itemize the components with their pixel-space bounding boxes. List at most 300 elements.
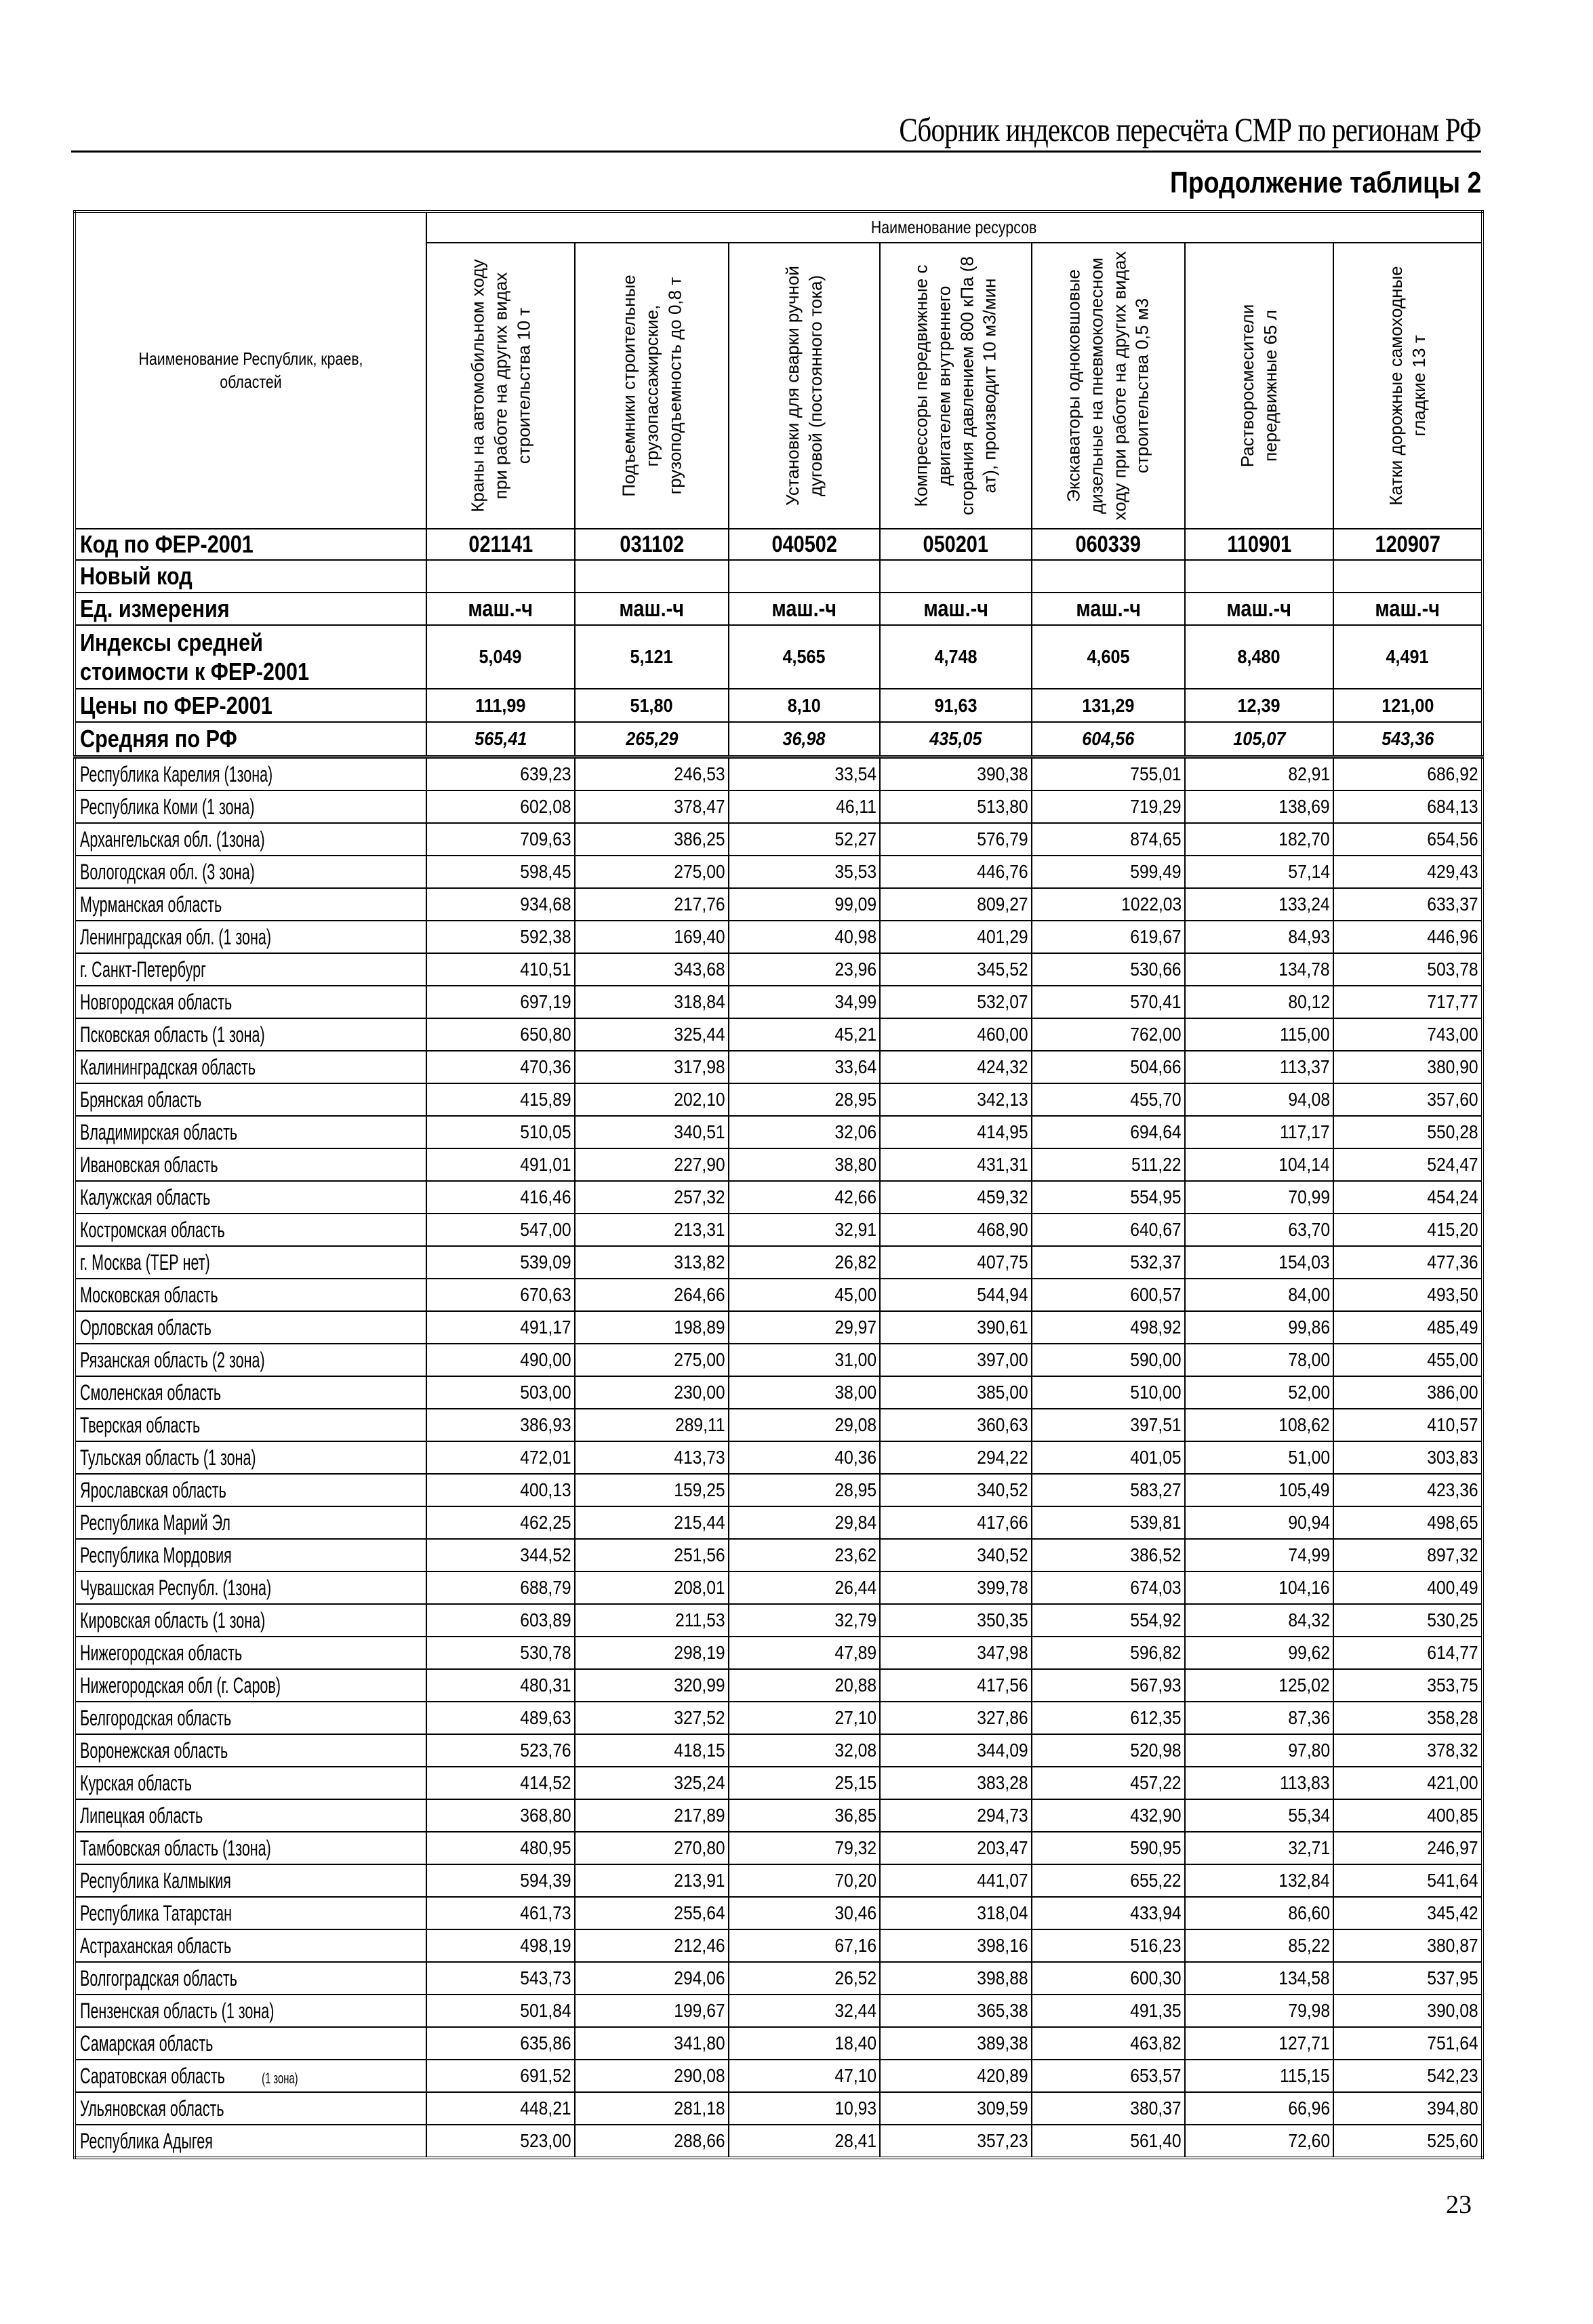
value-cell: 414,52 [426, 1767, 575, 1799]
value-cell: 543,73 [426, 1962, 575, 1995]
value-cell: 386,00 [1333, 1376, 1483, 1409]
value-cell: 33,64 [729, 1051, 880, 1083]
value-cell: 84,32 [1185, 1604, 1333, 1637]
table-row [75, 1995, 1483, 2027]
value-cell: 542,23 [1333, 2060, 1483, 2092]
value-cell: 182,70 [1185, 823, 1333, 856]
price-value: 91,63 [880, 689, 1032, 722]
value-cell: 603,89 [426, 1604, 575, 1637]
index-value: 4,748 [880, 625, 1032, 689]
value-cell: 104,16 [1185, 1571, 1333, 1604]
table-row [75, 1637, 1483, 1669]
value-cell: 275,00 [575, 856, 729, 888]
value-cell: 576,79 [880, 823, 1032, 856]
value-cell: 503,78 [1333, 953, 1483, 986]
price-value: 111,99 [426, 689, 575, 722]
value-cell: 217,76 [575, 888, 729, 921]
value-cell: 599,49 [1032, 856, 1185, 888]
value-cell: 133,24 [1185, 888, 1333, 921]
index-value: 5,121 [575, 625, 729, 689]
value-cell: 358,28 [1333, 1702, 1483, 1734]
value-cell: 159,25 [575, 1474, 729, 1506]
value-cell: 380,90 [1333, 1051, 1483, 1083]
value-cell: 491,01 [426, 1148, 575, 1181]
value-cell: 477,36 [1333, 1246, 1483, 1279]
code-value: 040502 [729, 529, 880, 560]
value-cell: 407,75 [880, 1246, 1032, 1279]
value-cell: 423,36 [1333, 1474, 1483, 1506]
value-cell: 360,63 [880, 1409, 1032, 1441]
value-cell: 498,92 [1032, 1311, 1185, 1344]
region-name: Московская область [75, 1279, 426, 1311]
value-cell: 84,00 [1185, 1279, 1333, 1311]
table-row [75, 1344, 1483, 1376]
value-cell: 670,63 [426, 1279, 575, 1311]
value-cell: 32,08 [729, 1734, 880, 1767]
value-cell: 45,21 [729, 1018, 880, 1051]
value-cell: 470,36 [426, 1051, 575, 1083]
value-cell: 755,01 [1032, 757, 1185, 791]
value-cell: 115,00 [1185, 1018, 1333, 1051]
resource-name: Катки дорожные самоходные гладкие 13 т [1385, 266, 1429, 506]
value-cell: 344,09 [880, 1734, 1032, 1767]
continuation-title: Продолжение таблицы 2 [1169, 166, 1481, 199]
value-cell: 29,97 [729, 1311, 880, 1344]
value-cell: 414,95 [880, 1116, 1032, 1148]
index-table [73, 210, 1484, 2159]
table-row [75, 1539, 1483, 1571]
row-label: Ед. измерения [75, 593, 426, 625]
average-value: 265,29 [575, 722, 729, 757]
table-row [75, 1767, 1483, 1799]
resources-header: Наименование ресурсов [426, 212, 1483, 243]
value-cell: 431,31 [880, 1148, 1032, 1181]
value-cell: 325,24 [575, 1767, 729, 1799]
table-row [75, 1832, 1483, 1864]
value-cell: 117,17 [1185, 1116, 1333, 1148]
resource-column-header [1032, 243, 1185, 529]
value-cell: 457,22 [1032, 1767, 1185, 1799]
value-cell: 28,95 [729, 1083, 880, 1116]
value-cell: 52,00 [1185, 1376, 1333, 1409]
value-cell: 410,51 [426, 953, 575, 986]
value-cell: 67,16 [729, 1929, 880, 1962]
value-cell: 294,73 [880, 1799, 1032, 1832]
value-cell: 380,87 [1333, 1929, 1483, 1962]
table-row [75, 1181, 1483, 1214]
value-cell: 570,41 [1032, 986, 1185, 1018]
value-cell: 23,96 [729, 953, 880, 986]
value-cell: 446,76 [880, 856, 1032, 888]
new-code-row [75, 560, 1483, 593]
running-head: Сборник индексов пересчёта СМР по регионам РФ [899, 111, 1481, 148]
unit-value: маш.-ч [426, 593, 575, 625]
value-cell: 417,66 [880, 1506, 1032, 1539]
unit-row [75, 593, 1483, 625]
row-label: Новый код [75, 560, 426, 593]
value-cell: 28,95 [729, 1474, 880, 1506]
value-cell: 290,08 [575, 2060, 729, 2092]
region-name: Республика Коми (1 зона) [75, 790, 426, 823]
value-cell: 288,66 [575, 2125, 729, 2158]
value-cell: 934,68 [426, 888, 575, 921]
value-cell: 42,66 [729, 1181, 880, 1214]
resource-column-header [1185, 243, 1333, 529]
new-code-value [729, 560, 880, 593]
value-cell: 460,00 [880, 1018, 1032, 1051]
table-row [75, 1962, 1483, 1995]
value-cell: 47,89 [729, 1637, 880, 1669]
new-code-value [1032, 560, 1185, 593]
region-name: Ульяновская область [75, 2092, 426, 2125]
value-cell: 257,32 [575, 1181, 729, 1214]
unit-value: маш.-ч [729, 593, 880, 625]
value-cell: 29,84 [729, 1506, 880, 1539]
price-value: 131,29 [1032, 689, 1185, 722]
table-header [75, 212, 1483, 529]
code-value: 050201 [880, 529, 1032, 560]
value-cell: 751,64 [1333, 2027, 1483, 2060]
value-cell: 30,46 [729, 1897, 880, 1929]
price-value: 12,39 [1185, 689, 1333, 722]
value-cell: 57,14 [1185, 856, 1333, 888]
value-cell: 32,44 [729, 1995, 880, 2027]
value-cell: 294,22 [880, 1441, 1032, 1474]
region-name: Костромская область [75, 1214, 426, 1246]
region-name: Калужская область [75, 1181, 426, 1214]
value-cell: 567,93 [1032, 1669, 1185, 1702]
value-cell: 345,52 [880, 953, 1032, 986]
value-cell: 86,60 [1185, 1897, 1333, 1929]
value-cell: 532,07 [880, 986, 1032, 1018]
value-cell: 317,98 [575, 1051, 729, 1083]
value-cell: 211,53 [575, 1604, 729, 1637]
value-cell: 320,99 [575, 1669, 729, 1702]
value-cell: 10,93 [729, 2092, 880, 2125]
region-name: Вологодская обл. (3 зона) [75, 856, 426, 888]
value-cell: 516,23 [1032, 1929, 1185, 1962]
value-cell: 28,41 [729, 2125, 880, 2158]
value-cell: 169,40 [575, 921, 729, 953]
value-cell: 510,05 [426, 1116, 575, 1148]
average-value: 435,05 [880, 722, 1032, 757]
value-cell: 47,10 [729, 2060, 880, 2092]
value-cell: 94,08 [1185, 1083, 1333, 1116]
value-cell: 105,49 [1185, 1474, 1333, 1506]
table-row [75, 1148, 1483, 1181]
value-cell: 79,32 [729, 1832, 880, 1864]
value-cell: 491,17 [426, 1311, 575, 1344]
region-name: Новгородская область [75, 986, 426, 1018]
new-code-value [1333, 560, 1483, 593]
value-cell: 74,99 [1185, 1539, 1333, 1571]
value-cell: 743,00 [1333, 1018, 1483, 1051]
average-value: 565,41 [426, 722, 575, 757]
value-cell: 99,86 [1185, 1311, 1333, 1344]
value-cell: 275,00 [575, 1344, 729, 1376]
table-row [75, 1083, 1483, 1116]
price-row [75, 689, 1483, 722]
value-cell: 397,51 [1032, 1409, 1185, 1441]
value-cell: 386,52 [1032, 1539, 1185, 1571]
value-cell: 639,23 [426, 757, 575, 791]
code-value: 120907 [1333, 529, 1483, 560]
value-cell: 63,70 [1185, 1214, 1333, 1246]
region-name: Тульская область (1 зона) [75, 1441, 426, 1474]
region-name: г. Санкт-Петербург [75, 953, 426, 986]
region-name: Республика Мордовия [75, 1539, 426, 1571]
value-cell: 264,66 [575, 1279, 729, 1311]
value-cell: 554,95 [1032, 1181, 1185, 1214]
value-cell: 298,19 [575, 1637, 729, 1669]
value-cell: 52,27 [729, 823, 880, 856]
table-row [75, 2060, 1483, 2092]
value-cell: 33,54 [729, 757, 880, 791]
value-cell: 230,00 [575, 1376, 729, 1409]
value-cell: 498,19 [426, 1929, 575, 1962]
value-cell: 539,09 [426, 1246, 575, 1279]
region-name: Владимирская область [75, 1116, 426, 1148]
value-cell: 390,38 [880, 757, 1032, 791]
new-code-value [880, 560, 1032, 593]
value-cell: 598,45 [426, 856, 575, 888]
value-cell: 99,09 [729, 888, 880, 921]
value-cell: 357,60 [1333, 1083, 1483, 1116]
region-name: Республика Марий Эл [75, 1506, 426, 1539]
table-row [75, 823, 1483, 856]
value-cell: 344,52 [426, 1539, 575, 1571]
value-cell: 655,22 [1032, 1864, 1185, 1897]
value-cell: 1022,03 [1032, 888, 1185, 921]
value-cell: 592,38 [426, 921, 575, 953]
value-cell: 600,57 [1032, 1279, 1185, 1311]
code-value: 060339 [1032, 529, 1185, 560]
table-row [75, 1018, 1483, 1051]
value-cell: 400,13 [426, 1474, 575, 1506]
resource-name: Компрессоры передвижные с двигателем внутреннего сгорания давлением 800 кПа (8 ат), производит 10 м3/мин [910, 256, 1000, 515]
value-cell: 353,75 [1333, 1669, 1483, 1702]
value-cell: 686,92 [1333, 757, 1483, 791]
value-cell: 480,95 [426, 1832, 575, 1864]
table-row [75, 1669, 1483, 1702]
region-name: Мурманская область [75, 888, 426, 921]
value-cell: 762,00 [1032, 1018, 1185, 1051]
value-cell: 697,19 [426, 986, 575, 1018]
value-cell: 45,00 [729, 1279, 880, 1311]
value-cell: 530,78 [426, 1637, 575, 1669]
table-row [75, 1116, 1483, 1148]
table-row [75, 921, 1483, 953]
value-cell: 199,67 [575, 1995, 729, 2027]
region-name: Саратовская область (1 зона) [75, 2060, 426, 2092]
value-cell: 342,13 [880, 1083, 1032, 1116]
table-row [75, 1474, 1483, 1506]
region-name: Чувашская Республ. (1зона) [75, 1571, 426, 1604]
value-cell: 537,95 [1333, 1962, 1483, 1995]
value-cell: 446,96 [1333, 921, 1483, 953]
average-value: 36,98 [729, 722, 880, 757]
value-cell: 874,65 [1032, 823, 1185, 856]
value-cell: 38,80 [729, 1148, 880, 1181]
region-name: Орловская область [75, 1311, 426, 1344]
value-cell: 251,56 [575, 1539, 729, 1571]
value-cell: 590,95 [1032, 1832, 1185, 1864]
value-cell: 368,80 [426, 1799, 575, 1832]
value-cell: 541,64 [1333, 1864, 1483, 1897]
value-cell: 493,50 [1333, 1279, 1483, 1311]
value-cell: 397,00 [880, 1344, 1032, 1376]
value-cell: 459,32 [880, 1181, 1032, 1214]
value-cell: 104,14 [1185, 1148, 1333, 1181]
value-cell: 454,24 [1333, 1181, 1483, 1214]
value-cell: 347,98 [880, 1637, 1032, 1669]
value-cell: 485,49 [1333, 1311, 1483, 1344]
value-cell: 472,01 [426, 1441, 575, 1474]
value-cell: 35,53 [729, 856, 880, 888]
value-cell: 350,35 [880, 1604, 1032, 1637]
value-cell: 127,71 [1185, 2027, 1333, 2060]
value-cell: 294,06 [575, 1962, 729, 1995]
value-cell: 561,40 [1032, 2125, 1185, 2158]
value-cell: 432,90 [1032, 1799, 1185, 1832]
value-cell: 378,47 [575, 790, 729, 823]
value-cell: 401,29 [880, 921, 1032, 953]
value-cell: 489,63 [426, 1702, 575, 1734]
value-cell: 415,89 [426, 1083, 575, 1116]
value-cell: 365,38 [880, 1995, 1032, 2027]
region-name: Калининградская область [75, 1051, 426, 1083]
table-row [75, 986, 1483, 1018]
value-cell: 138,69 [1185, 790, 1333, 823]
value-cell: 413,73 [575, 1441, 729, 1474]
value-cell: 455,70 [1032, 1083, 1185, 1116]
region-name: Волгоградская область [75, 1962, 426, 1995]
new-code-value [426, 560, 575, 593]
value-cell: 390,61 [880, 1311, 1032, 1344]
value-cell: 415,20 [1333, 1214, 1483, 1246]
value-cell: 34,99 [729, 986, 880, 1018]
value-cell: 325,44 [575, 1018, 729, 1051]
region-name: Смоленская область [75, 1376, 426, 1409]
value-cell: 524,47 [1333, 1148, 1483, 1181]
value-cell: 208,01 [575, 1571, 729, 1604]
value-cell: 513,80 [880, 790, 1032, 823]
value-cell: 462,25 [426, 1506, 575, 1539]
value-cell: 694,64 [1032, 1116, 1185, 1148]
resource-column-header [426, 243, 575, 529]
index-value: 4,605 [1032, 625, 1185, 689]
table-row [75, 1441, 1483, 1474]
value-cell: 674,03 [1032, 1571, 1185, 1604]
value-cell: 504,66 [1032, 1051, 1185, 1083]
value-cell: 612,35 [1032, 1702, 1185, 1734]
value-cell: 809,27 [880, 888, 1032, 921]
value-cell: 72,60 [1185, 2125, 1333, 2158]
value-cell: 78,00 [1185, 1344, 1333, 1376]
table-row [75, 1506, 1483, 1539]
region-name: Брянская область [75, 1083, 426, 1116]
unit-value: маш.-ч [1333, 593, 1483, 625]
row-label: Средняя по РФ [75, 722, 426, 757]
value-cell: 461,73 [426, 1897, 575, 1929]
region-name: Тамбовская область (1зона) [75, 1832, 426, 1864]
value-cell: 26,82 [729, 1246, 880, 1279]
resource-column-header [1333, 243, 1483, 529]
average-value: 543,36 [1333, 722, 1483, 757]
value-cell: 433,94 [1032, 1897, 1185, 1929]
unit-value: маш.-ч [1185, 593, 1333, 625]
value-cell: 20,88 [729, 1669, 880, 1702]
value-cell: 441,07 [880, 1864, 1032, 1897]
region-name: Липецкая область [75, 1799, 426, 1832]
value-cell: 719,29 [1032, 790, 1185, 823]
value-cell: 40,36 [729, 1441, 880, 1474]
value-cell: 416,46 [426, 1181, 575, 1214]
value-cell: 717,77 [1333, 986, 1483, 1018]
value-cell: 498,65 [1333, 1506, 1483, 1539]
table-row [75, 856, 1483, 888]
code-row [75, 529, 1483, 560]
value-cell: 203,47 [880, 1832, 1032, 1864]
value-cell: 554,92 [1032, 1604, 1185, 1637]
value-cell: 26,52 [729, 1962, 880, 1995]
resource-name: Установки для сварки ручной дуговой (постоянного тока) [782, 266, 826, 506]
region-name: Курская область [75, 1767, 426, 1799]
region-name: Нижегородская обл (г. Саров) [75, 1669, 426, 1702]
value-cell: 66,96 [1185, 2092, 1333, 2125]
value-cell: 108,62 [1185, 1409, 1333, 1441]
price-value: 8,10 [729, 689, 880, 722]
table-row [75, 2092, 1483, 2125]
region-name: Тверская область [75, 1409, 426, 1441]
value-cell: 26,44 [729, 1571, 880, 1604]
value-cell: 389,38 [880, 2027, 1032, 2060]
value-cell: 80,12 [1185, 986, 1333, 1018]
table-row [75, 1571, 1483, 1604]
code-value: 110901 [1185, 529, 1333, 560]
price-value: 121,00 [1333, 689, 1483, 722]
index-value: 8,480 [1185, 625, 1333, 689]
region-column-header: Наименование Республик, краев, областей [75, 212, 426, 529]
value-cell: 84,93 [1185, 921, 1333, 953]
value-cell: 684,13 [1333, 790, 1483, 823]
table-row [75, 1702, 1483, 1734]
table-row [75, 790, 1483, 823]
average-value: 604,56 [1032, 722, 1185, 757]
value-cell: 530,66 [1032, 953, 1185, 986]
header-rule [71, 151, 1481, 153]
table-body [75, 529, 1483, 2158]
value-cell: 418,15 [575, 1734, 729, 1767]
value-cell: 600,30 [1032, 1962, 1185, 1995]
value-cell: 115,15 [1185, 2060, 1333, 2092]
value-cell: 429,43 [1333, 856, 1483, 888]
value-cell: 318,04 [880, 1897, 1032, 1929]
table-row [75, 1604, 1483, 1637]
value-cell: 390,08 [1333, 1995, 1483, 2027]
region-name: Республика Карелия (1зона) [75, 757, 426, 791]
value-cell: 32,79 [729, 1604, 880, 1637]
region-name: Ленинградская обл. (1 зона) [75, 921, 426, 953]
value-cell: 31,00 [729, 1344, 880, 1376]
resource-name: Краны на автомобильном ходу при работе на других видах строительства 10 т [466, 259, 533, 513]
value-cell: 38,00 [729, 1376, 880, 1409]
resource-column-header [729, 243, 880, 529]
region-name: Республика Калмыкия [75, 1864, 426, 1897]
value-cell: 32,71 [1185, 1832, 1333, 1864]
value-cell: 345,42 [1333, 1897, 1483, 1929]
value-cell: 547,00 [426, 1214, 575, 1246]
